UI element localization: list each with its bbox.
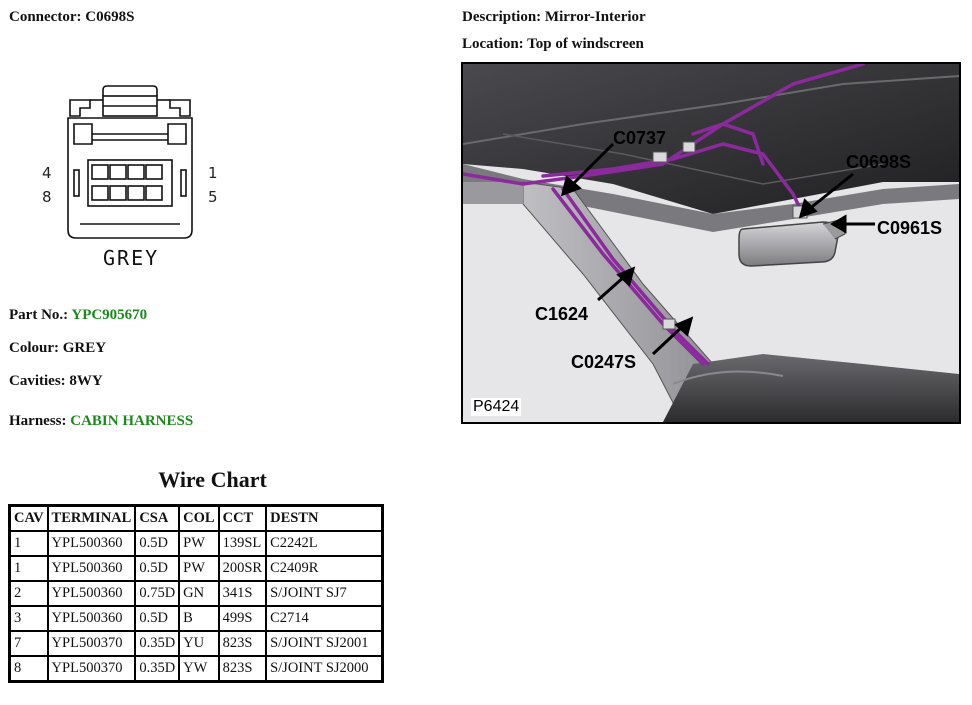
cell-cav: 7 [11,632,47,655]
part-number-label: Part No.: [9,307,69,323]
cell-col: B [180,607,217,630]
wire-chart-header-row [11,507,381,530]
cell-cav: 1 [11,532,47,555]
cell-destn: C2409R [267,557,381,580]
cell-csa: 0.5D [136,557,178,580]
pin-label-5: 5 [208,188,218,206]
cell-cct: 341S [220,582,266,605]
cell-terminal: YPL500360 [49,557,135,580]
callout-c0961s: C0961S [877,218,943,238]
table-row [11,657,381,680]
location-illustration [461,62,961,424]
col-header-csa: CSA [136,507,178,530]
cell-terminal: YPL500360 [49,607,135,630]
wire-chart-title: Wire Chart [158,467,267,492]
connector-face-diagram [30,78,230,278]
description-label: Description: [462,9,542,25]
cell-terminal: YPL500360 [49,582,135,605]
connector-label: Connector: [9,9,82,25]
description-value: Mirror-Interior [544,9,646,25]
connector-id: C0698S [85,9,135,25]
location-label: Location: [462,36,524,52]
harness-line [9,413,193,430]
cell-csa: 0.75D [136,582,178,605]
table-row [11,632,381,655]
colour-line [9,340,106,357]
cell-cct: 823S [220,657,266,680]
callout-c0247s: C0247S [571,352,637,372]
cell-destn: C2242L [267,532,381,555]
harness-label: Harness: [9,413,67,429]
cell-cct: 823S [220,632,266,655]
cell-csa: 0.35D [136,657,178,680]
cell-destn: S/JOINT SJ2000 [267,657,381,680]
pin-label-8: 8 [42,188,52,206]
cavities-value: 8WY [69,373,103,389]
callout-c0698s: C0698S [846,152,912,172]
table-row [11,607,381,630]
cell-col: YU [180,632,217,655]
cell-col: GN [180,582,217,605]
table-row [11,532,381,555]
col-header-destn: DESTN [267,507,381,530]
part-number-value: YPC905670 [71,307,148,323]
col-header-terminal: TERMINAL [49,507,135,530]
cavities-label: Cavities: [9,373,66,389]
col-header-col: COL [180,507,217,530]
cell-cct: 499S [220,607,266,630]
cell-col: PW [180,532,217,555]
wire-chart-table [8,504,384,683]
pin-label-1: 1 [208,164,218,182]
pin-label-4: 4 [42,164,52,182]
cell-cct: 200SR [220,557,266,580]
cell-destn: C2714 [267,607,381,630]
cell-cav: 1 [11,557,47,580]
connector-heading [9,9,134,26]
cell-col: YW [180,657,217,680]
vehicle-interior-drawing [463,64,959,422]
connector-colour-text: GREY [103,246,160,270]
callout-c1624: C1624 [535,304,589,324]
colour-value: GREY [62,340,107,356]
table-row [11,557,381,580]
table-row [11,582,381,605]
cell-destn: S/JOINT SJ7 [267,582,381,605]
cell-terminal: YPL500370 [49,632,135,655]
col-header-cav: CAV [11,507,47,530]
cell-cav: 2 [11,582,47,605]
cell-cct: 139SL [220,532,266,555]
cell-csa: 0.5D [136,532,178,555]
cell-terminal: YPL500360 [49,532,135,555]
cell-csa: 0.35D [136,632,178,655]
callout-c0737: C0737 [613,128,667,148]
cavities-line [9,373,103,390]
harness-value: CABIN HARNESS [70,413,194,429]
cell-col: PW [180,557,217,580]
location-line [462,36,644,53]
col-header-cct: CCT [220,507,266,530]
cell-cav: 8 [11,657,47,680]
cell-csa: 0.5D [136,607,178,630]
cell-cav: 3 [11,607,47,630]
colour-label: Colour: [9,340,59,356]
part-number-line [9,307,147,324]
location-value: Top of windscreen [527,36,644,52]
description-line [462,9,646,26]
cell-destn: S/JOINT SJ2001 [267,632,381,655]
cell-terminal: YPL500370 [49,657,135,680]
figure-reference: P6424 [473,398,520,415]
